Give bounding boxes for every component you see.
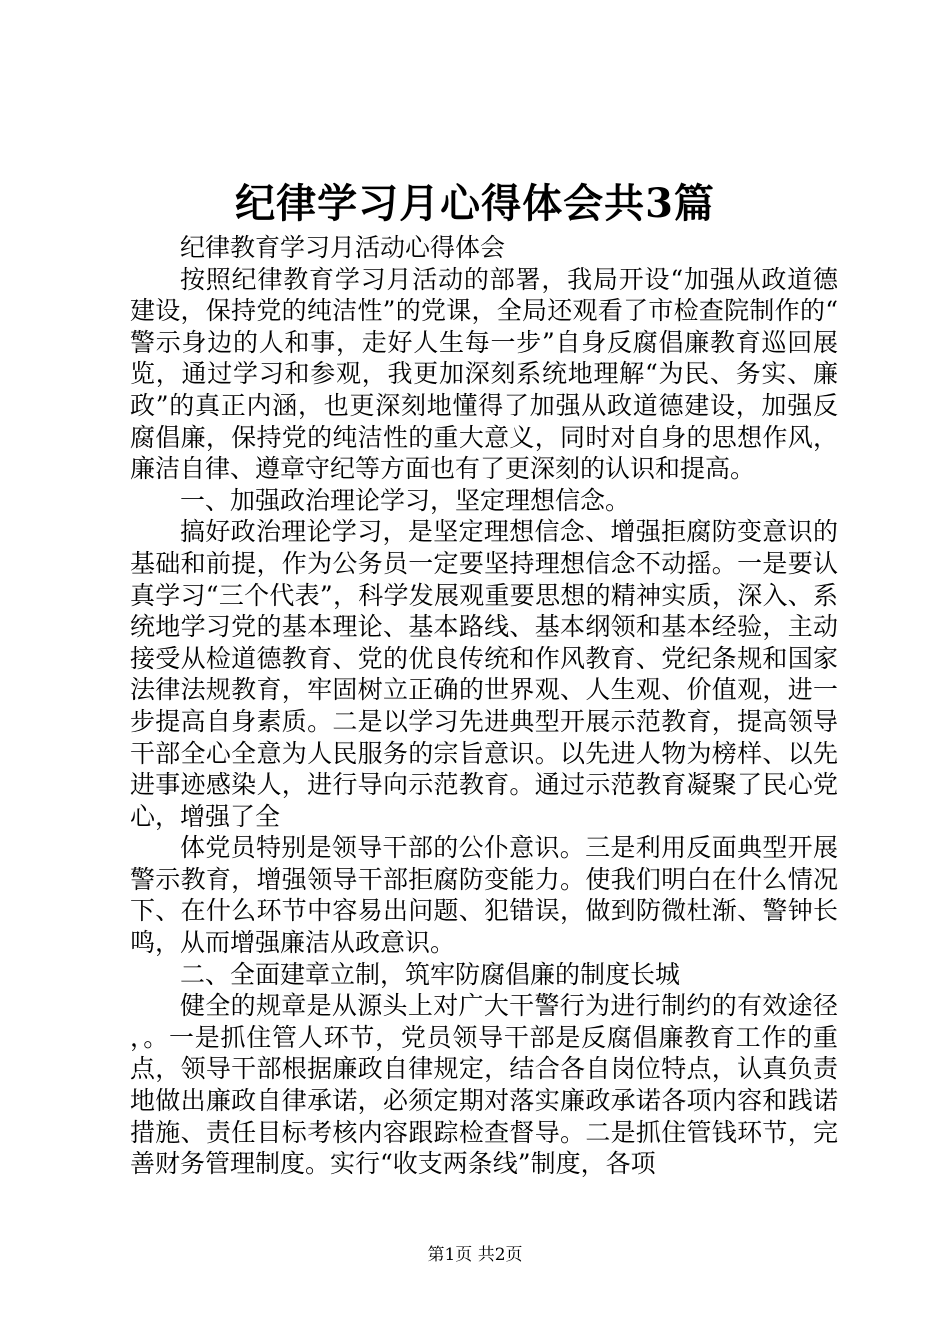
- paragraph-section-1b: 体党员特别是领导干部的公仆意识。三是利用反面典型开展警示教育，增强领导干部拒腐防变能力。使我们明白在什么情况下、在什么环节中容易出问题、犯错误，做到防微杜渐、警钟长鸣，从而增强廉洁从政意识。: [130, 833, 838, 958]
- document-body: [130, 232, 838, 1180]
- paragraph-section-2: 健全的规章是从源头上对广大干警行为进行制约的有效途径，。一是抓住管人环节，党员领导干部是反腐倡廉教育工作的重点，领导干部根据廉政自律规定，结合各自岗位特点，认真负责地做出廉政自律承诺，必须定期对落实廉政承诺各项内容和践诺措施、责任目标考核内容跟踪检查督导。二是抓住管钱环节，完善财务管理制度。实行“收支两条线”制度，各项: [130, 991, 838, 1179]
- paragraph-intro: 按照纪律教育学习月活动的部署，我局开设“加强从政道德建设，保持党的纯洁性”的党课，全局还观看了市检查院制作的“警示身边的人和事，走好人生每一步”自身反腐倡廉教育巡回展览，通过学习和参观，我更加深刻系统地理解“为民、务实、廉政”的真正内涵，也更深刻地懂得了加强从政道德建设，加强反腐倡廉，保持党的纯洁性的重大意义，同时对自身的思想作风，廉洁自律、遵章守纪等方面也有了更深刻的认识和提高。: [130, 264, 838, 484]
- section-heading-1: 一、加强政治理论学习，坚定理想信念。: [180, 485, 631, 515]
- paragraph-subtitle: 纪律教育学习月活动心得体会: [180, 233, 506, 262]
- page-number-footer: 第1页 共2页: [427, 1245, 523, 1265]
- section-heading-2: 二、全面建章立制，筑牢防腐倡廉的制度长城: [180, 959, 681, 989]
- paragraph-section-1a: 搞好政治理论学习，是坚定理想信念、增强拒腐防变意识的基础和前提，作为公务员一定要坚持理想信念不动摇。一是要认真学习“三个代表”，科学发展观重要思想的精神实质，深入、系统地学习党的基本理论、基本路线、基本纲领和基本经验，主动接受从检道德教育、党的优良传统和作风教育、党纪条规和国家法律法规教育，牢固树立正确的世界观、人生观、价值观，进一步提高自身素质。二是以学习先进典型开展示范教育，提高领导干部全心全意为人民服务的宗旨意识。以先进人物为榜样、以先进事迹感染人，进行导向示范教育。通过示范教育凝聚了民心党心，增强了全: [130, 517, 838, 831]
- document-title: 纪律学习月心得体会共3篇: [235, 180, 715, 227]
